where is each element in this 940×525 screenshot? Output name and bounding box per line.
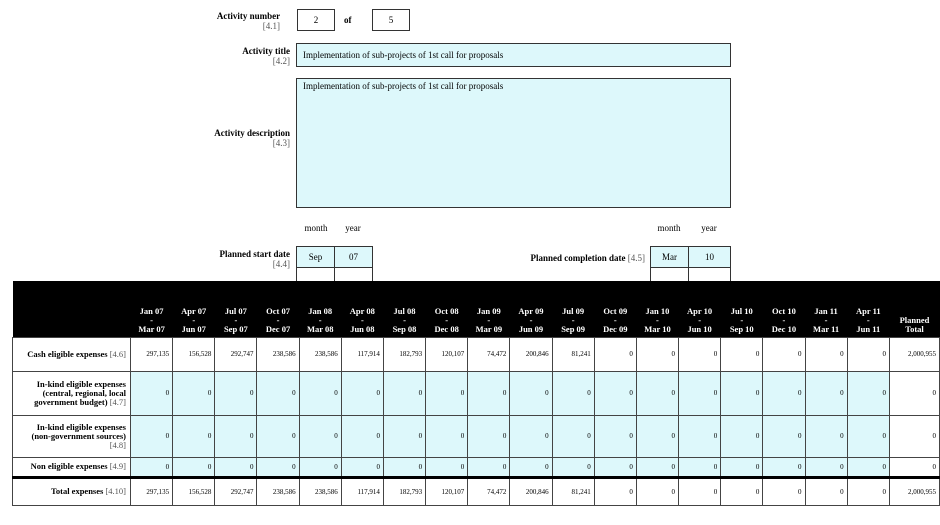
corner-header xyxy=(13,281,131,337)
period-header: Oct 07 - Dec 07 xyxy=(257,281,299,337)
expense-cell[interactable]: 0 xyxy=(721,415,763,457)
expense-cell: 292,747 xyxy=(215,477,257,505)
expense-cell[interactable]: 0 xyxy=(594,457,636,477)
period-header: Jan 07 - Mar 07 xyxy=(131,281,173,337)
table-row xyxy=(13,477,940,505)
planned-start-label: Planned start date [4.4] xyxy=(219,249,290,269)
expense-cell: 238,586 xyxy=(299,477,341,505)
activity-number-label: Activity number [4.1] xyxy=(216,11,280,31)
planned-completion-month[interactable]: Mar xyxy=(650,246,689,268)
expense-cell: 81,241 xyxy=(552,477,594,505)
expense-cell[interactable]: 0 xyxy=(763,415,805,457)
expense-cell[interactable]: 0 xyxy=(215,457,257,477)
expense-cell[interactable]: 0 xyxy=(510,371,552,415)
expense-cell[interactable]: 0 xyxy=(468,371,510,415)
period-header: Jul 07 - Sep 07 xyxy=(215,281,257,337)
expense-cell[interactable]: 0 xyxy=(131,371,173,415)
row-label: Cash eligible expenses [4.6] xyxy=(13,337,131,371)
period-header: Oct 08 - Dec 08 xyxy=(426,281,468,337)
table-row xyxy=(13,371,940,415)
expense-cell[interactable]: 238,586 xyxy=(299,337,341,371)
expense-cell: 74,472 xyxy=(468,477,510,505)
expense-cell[interactable]: 0 xyxy=(510,457,552,477)
expense-cell[interactable]: 0 xyxy=(594,371,636,415)
expense-cell[interactable]: 0 xyxy=(468,415,510,457)
expense-cell[interactable]: 0 xyxy=(383,415,425,457)
expense-cell[interactable]: 0 xyxy=(383,371,425,415)
row-total-cell: 2,000,955 xyxy=(890,337,940,371)
expense-cell[interactable]: 0 xyxy=(679,371,721,415)
row-total-cell: 0 xyxy=(890,371,940,415)
expense-cell: 182,793 xyxy=(383,477,425,505)
expense-cell[interactable]: 0 xyxy=(552,457,594,477)
expense-cell[interactable]: 0 xyxy=(763,337,805,371)
expense-cell[interactable]: 0 xyxy=(636,337,678,371)
expense-cell[interactable]: 0 xyxy=(299,371,341,415)
expense-cell[interactable]: 0 xyxy=(847,457,889,477)
period-header: Apr 10 - Jun 10 xyxy=(679,281,721,337)
expense-cell: 156,528 xyxy=(173,477,215,505)
start-month-header: month xyxy=(304,223,328,233)
expense-cell[interactable]: 0 xyxy=(257,371,299,415)
period-header: Jan 11 - Mar 11 xyxy=(805,281,847,337)
expense-cell[interactable]: 0 xyxy=(552,415,594,457)
expense-cell[interactable]: 0 xyxy=(131,457,173,477)
expense-cell[interactable]: 0 xyxy=(721,371,763,415)
expense-cell[interactable]: 0 xyxy=(215,371,257,415)
planned-completion-year[interactable]: 10 xyxy=(688,246,731,268)
expense-cell: 200,846 xyxy=(510,477,552,505)
expense-cell[interactable]: 182,793 xyxy=(383,337,425,371)
completion-year-header: year xyxy=(701,223,717,233)
period-header: Jul 10 - Sep 10 xyxy=(721,281,763,337)
table-header-row xyxy=(13,281,940,337)
expense-cell[interactable]: 0 xyxy=(383,457,425,477)
row-label: In-kind eligible expenses (non-government sources) [4.8] xyxy=(13,415,131,457)
expense-cell: 0 xyxy=(847,477,889,505)
expense-cell[interactable]: 0 xyxy=(636,457,678,477)
table-row xyxy=(13,337,940,371)
expense-cell[interactable]: 0 xyxy=(594,337,636,371)
period-header: Oct 10 - Dec 10 xyxy=(763,281,805,337)
expense-cell[interactable]: 156,528 xyxy=(173,337,215,371)
start-date-divider xyxy=(334,267,335,281)
period-header: Apr 08 - Jun 08 xyxy=(341,281,383,337)
period-header: Apr 09 - Jun 09 xyxy=(510,281,552,337)
completion-date-divider xyxy=(688,267,689,281)
expense-cell[interactable]: 0 xyxy=(552,371,594,415)
expense-cell[interactable]: 0 xyxy=(636,371,678,415)
expense-cell: 297,135 xyxy=(131,477,173,505)
expense-cell[interactable]: 0 xyxy=(173,457,215,477)
expense-cell[interactable]: 0 xyxy=(341,457,383,477)
activity-number-input[interactable]: 2 xyxy=(297,9,335,31)
expense-cell[interactable]: 0 xyxy=(805,415,847,457)
expense-cell[interactable]: 117,914 xyxy=(341,337,383,371)
expense-cell[interactable]: 0 xyxy=(721,337,763,371)
table-row xyxy=(13,415,940,457)
activity-title-label: Activity title [4.2] xyxy=(242,46,290,66)
period-header: Oct 09 - Dec 09 xyxy=(594,281,636,337)
expense-cell[interactable]: 292,747 xyxy=(215,337,257,371)
planned-completion-label: Planned completion date [4.5] xyxy=(530,253,645,263)
expense-cell[interactable]: 74,472 xyxy=(468,337,510,371)
expenses-table xyxy=(12,281,940,506)
expense-cell[interactable]: 238,586 xyxy=(257,337,299,371)
expense-cell[interactable]: 81,241 xyxy=(552,337,594,371)
expense-cell[interactable]: 0 xyxy=(763,371,805,415)
expense-cell[interactable]: 0 xyxy=(426,371,468,415)
expense-cell[interactable]: 0 xyxy=(299,415,341,457)
expense-cell[interactable]: 120,107 xyxy=(426,337,468,371)
expense-cell[interactable]: 0 xyxy=(721,457,763,477)
expense-cell: 117,914 xyxy=(341,477,383,505)
expense-cell[interactable]: 0 xyxy=(468,457,510,477)
of-label: of xyxy=(344,15,352,25)
start-year-header: year xyxy=(345,223,361,233)
row-label: In-kind eligible expenses (central, regional, local government budget) [4.7] xyxy=(13,371,131,415)
expense-cell[interactable]: 297,135 xyxy=(131,337,173,371)
expense-cell[interactable]: 0 xyxy=(679,337,721,371)
expense-cell[interactable]: 0 xyxy=(805,371,847,415)
expense-cell[interactable]: 0 xyxy=(805,337,847,371)
completion-month-header: month xyxy=(657,223,681,233)
expense-cell: 0 xyxy=(594,477,636,505)
expense-cell[interactable]: 0 xyxy=(426,415,468,457)
period-header: Apr 07 - Jun 07 xyxy=(173,281,215,337)
expense-cell[interactable]: 0 xyxy=(847,371,889,415)
expense-cell[interactable]: 0 xyxy=(341,415,383,457)
period-header: Jul 08 - Sep 08 xyxy=(383,281,425,337)
activity-description-label: Activity description [4.3] xyxy=(214,128,290,148)
expense-cell: 120,107 xyxy=(426,477,468,505)
expense-cell[interactable]: 0 xyxy=(257,457,299,477)
expense-cell: 0 xyxy=(636,477,678,505)
row-total-cell: 0 xyxy=(890,415,940,457)
expense-cell[interactable]: 0 xyxy=(341,371,383,415)
expense-cell[interactable]: 0 xyxy=(215,415,257,457)
expense-cell[interactable]: 0 xyxy=(763,457,805,477)
expense-cell[interactable]: 0 xyxy=(299,457,341,477)
expense-cell[interactable]: 0 xyxy=(426,457,468,477)
expense-cell[interactable]: 0 xyxy=(805,457,847,477)
expense-cell: 0 xyxy=(679,477,721,505)
table-row xyxy=(13,457,940,477)
period-header: Jan 10 - Mar 10 xyxy=(636,281,678,337)
expense-cell[interactable]: 0 xyxy=(636,415,678,457)
expense-cell[interactable]: 0 xyxy=(679,457,721,477)
expense-cell[interactable]: 0 xyxy=(173,371,215,415)
expense-cell[interactable]: 0 xyxy=(847,415,889,457)
expense-cell[interactable]: 0 xyxy=(847,337,889,371)
period-header: Jan 08 - Mar 08 xyxy=(299,281,341,337)
expense-cell[interactable]: 0 xyxy=(679,415,721,457)
row-label: Total expenses [4.10] xyxy=(13,477,131,505)
period-header: Jul 09 - Sep 09 xyxy=(552,281,594,337)
row-total-cell: 2,000,955 xyxy=(890,477,940,505)
expense-cell: 0 xyxy=(721,477,763,505)
expense-cell[interactable]: 0 xyxy=(510,415,552,457)
expense-cell[interactable]: 0 xyxy=(594,415,636,457)
activity-description-textarea[interactable]: Implementation of sub-projects of 1st call for proposals xyxy=(296,78,731,208)
completion-date-spacer xyxy=(650,267,731,281)
planned-total-header: Planned Total xyxy=(890,281,940,337)
period-header: Apr 11 - Jun 11 xyxy=(847,281,889,337)
expense-cell[interactable]: 0 xyxy=(131,415,173,457)
row-total-cell: 0 xyxy=(890,457,940,477)
activity-title-input[interactable]: Implementation of sub-projects of 1st call for proposals xyxy=(296,43,731,67)
expense-cell: 0 xyxy=(805,477,847,505)
row-label: Non eligible expenses [4.9] xyxy=(13,457,131,477)
planned-start-year[interactable]: 07 xyxy=(334,246,373,268)
expense-cell[interactable]: 200,846 xyxy=(510,337,552,371)
period-header: Jan 09 - Mar 09 xyxy=(468,281,510,337)
activity-total-field: 5 xyxy=(372,9,410,31)
expense-cell[interactable]: 0 xyxy=(173,415,215,457)
expense-cell: 0 xyxy=(763,477,805,505)
planned-start-month[interactable]: Sep xyxy=(296,246,335,268)
expense-cell: 238,586 xyxy=(257,477,299,505)
expense-cell[interactable]: 0 xyxy=(257,415,299,457)
